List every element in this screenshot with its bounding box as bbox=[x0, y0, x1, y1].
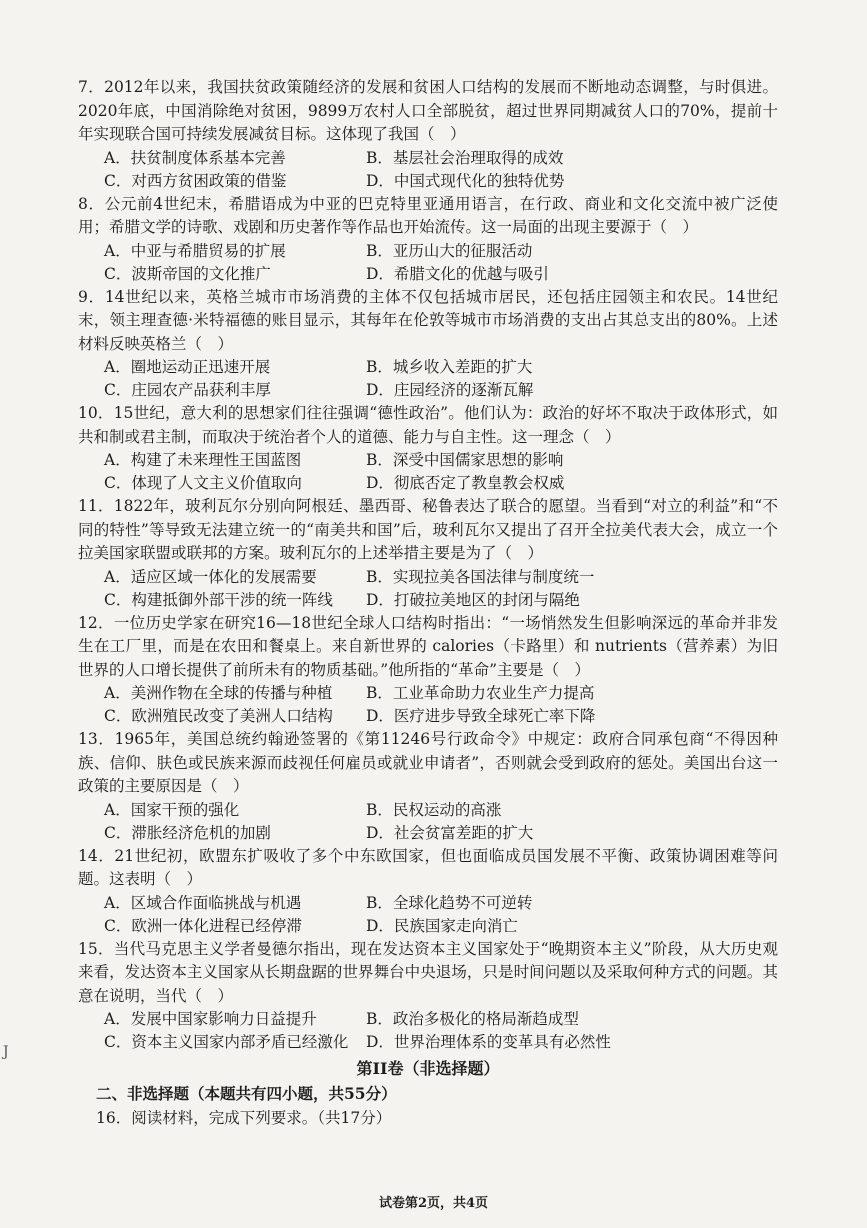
option-b: B．政治多极化的格局渐趋成型 bbox=[366, 1010, 579, 1028]
option-b: B．深受中国儒家思想的影响 bbox=[366, 451, 564, 469]
option-c: C．构建抵御外部干涉的统一阵线 bbox=[104, 590, 333, 609]
option-c: C．欧洲殖民改变了美洲人口结构 bbox=[104, 707, 333, 725]
option-a: A．适应区域一体化的发展需要 bbox=[104, 567, 317, 586]
option-a: A．发展中国家影响力日益提升 bbox=[104, 1010, 317, 1028]
margin-mark: J bbox=[3, 1044, 9, 1060]
option-a: A．美洲作物在全球的传播与种植 bbox=[104, 684, 333, 702]
question-stem: 15．当代马克思主义学者曼德尔指出，现在发达资本主义国家处于“晚期资本主义”阶段，从大历史观来看，发达资本主义国家从长期盘踞的世界舞台中央退场，只是时间问题以及采取何种方式的问题。其意在说明，当代（ ） bbox=[78, 939, 778, 1005]
option-d: D．民族国家走向消亡 bbox=[366, 916, 518, 935]
question-stem: 8．公元前4世纪末，希腊语成为中亚的巴克特里亚通用语言，在行政、商业和文化交流中被广泛使用；希腊文学的诗歌、戏剧和历史著作等作品也开始流传。这一局面的出现主要源于（ ） bbox=[78, 194, 778, 236]
option-list bbox=[78, 356, 778, 402]
option-c: C．欧洲一体化进程已经停滞 bbox=[104, 916, 302, 935]
option-b: B．民权运动的高涨 bbox=[366, 800, 502, 819]
option-b: B．亚历山大的征服活动 bbox=[366, 241, 533, 260]
option-c: C．资本主义国家内部矛盾已经激化 bbox=[104, 1033, 349, 1051]
option-c: C．对西方贫困政策的借鉴 bbox=[104, 171, 287, 190]
section-title: 第II卷（非选择题） bbox=[356, 1059, 500, 1078]
part-heading: 二、非选择题（本题共有四小题，共55分） bbox=[96, 1084, 397, 1103]
option-a: A．中亚与希腊贸易的扩展 bbox=[104, 241, 286, 260]
question-stem: 14．21世纪初，欧盟东扩吸收了多个中东欧国家，但也面临成员国发展不平衡、政策协调困难等问题。这表明（ ） bbox=[78, 846, 778, 888]
option-d: D．彻底否定了教皇教会权威 bbox=[366, 474, 565, 492]
option-list bbox=[78, 1008, 778, 1054]
option-b: B．城乡收入差距的扩大 bbox=[366, 358, 533, 376]
option-list bbox=[78, 566, 778, 612]
question-14 bbox=[78, 845, 778, 938]
question-stem: 13．1965年，美国总统约翰逊签署的《第11246号行政命令》中规定：政府合同承包商“不得因种族、信仰、肤色或民族来源而歧视任何雇员或就业申请者”，否则就会受到政府的惩处。美国出台这一政策的主要原因是（ ） bbox=[78, 730, 778, 795]
option-d: D．医疗进步导致全球死亡率下降 bbox=[366, 707, 596, 725]
page-footer: 试卷第2页，共4页 bbox=[378, 1196, 489, 1211]
option-b: B．工业革命助力农业生产力提高 bbox=[366, 684, 595, 702]
option-a: A．扶贫制度体系基本完善 bbox=[104, 148, 286, 167]
question-12 bbox=[78, 612, 778, 729]
option-d: D．社会贫富差距的扩大 bbox=[366, 823, 534, 842]
question-stem: 10．15世纪，意大利的思想家们往往强调“德性政治”。他们认为：政治的好坏不取决于政体形式，如共和制或君主制，而取决于统治者个人的道德、能力与自主性。这一理念（ ） bbox=[78, 404, 778, 446]
question-16: 16．阅读材料，完成下列要求。（共17分） bbox=[96, 1109, 392, 1127]
option-c: C．体现了人文主义价值取向 bbox=[104, 474, 302, 492]
option-c: C．滞胀经济危机的加剧 bbox=[104, 823, 271, 842]
option-list bbox=[78, 892, 778, 938]
option-b: B．基层社会治理取得的成效 bbox=[366, 148, 564, 167]
option-d: D．中国式现代化的独特优势 bbox=[366, 171, 565, 190]
option-d: D．打破拉美地区的封闭与隔绝 bbox=[366, 590, 580, 609]
option-list bbox=[78, 799, 778, 845]
question-stem: 12．一位历史学家在研究16—18世纪全球人口结构时指出：“一场悄然发生但影响深远的革命并非发生在工厂里，而是在农田和餐桌上。来自新世界的 calories（卡路里）和 nutrients（营养素）为旧世界的人口增长提供了前所未有的物质基础。”他所指的“革命”主要是（ ） bbox=[78, 613, 778, 679]
exam-page bbox=[78, 76, 778, 1130]
question-15 bbox=[78, 938, 778, 1055]
question-10 bbox=[78, 402, 778, 495]
question-stem: 7．2012年以来，我国扶贫政策随经济的发展和贫困人口结构的发展而不断地动态调整，与时俱进。2020年底，中国消除绝对贫困，9899万农村人口全部脱贫，超过世界同期减贫人口的70%，提前十年实现联合国可持续发展减贫目标。这体现了我国（ ） bbox=[78, 78, 778, 143]
question-8 bbox=[78, 193, 778, 286]
option-c: C．波斯帝国的文化推广 bbox=[104, 264, 271, 283]
question-7 bbox=[78, 76, 778, 193]
option-a: A．圈地运动正迅速开展 bbox=[104, 358, 271, 376]
option-list bbox=[78, 682, 778, 728]
option-a: A．构建了未来理性王国蓝图 bbox=[104, 451, 302, 469]
option-list bbox=[78, 147, 778, 193]
option-b: B．全球化趋势不可逆转 bbox=[366, 893, 533, 912]
question-13 bbox=[78, 728, 778, 845]
option-b: B．实现拉美各国法律与制度统一 bbox=[366, 567, 595, 586]
option-list bbox=[78, 449, 778, 495]
option-c: C．庄园农产品获利丰厚 bbox=[104, 381, 271, 399]
question-11 bbox=[78, 495, 778, 612]
question-stem: 9．14世纪以来，英格兰城市市场消费的主体不仅包括城市居民，还包括庄园领主和农民。14世纪末，领主理查德·米特福德的账目显示，其每年在伦敦等城市市场消费的支出占其总支出的80%。上述材料反映英格兰（ ） bbox=[78, 287, 778, 353]
question-stem: 11．1822年，玻利瓦尔分别向阿根廷、墨西哥、秘鲁表达了联合的愿望。当看到“对立的利益”和“不同的特性”等导致无法建立统一的“南美共和国”后，玻利瓦尔又提出了召开全拉美代表大会，成立一个拉美国家联盟或联邦的方案。玻利瓦尔的上述举措主要是为了（ ） bbox=[78, 497, 778, 562]
option-d: D．希腊文化的优越与吸引 bbox=[366, 264, 549, 283]
option-d: D．庄园经济的逐渐瓦解 bbox=[366, 381, 534, 399]
option-a: A．国家干预的强化 bbox=[104, 800, 240, 819]
option-list bbox=[78, 240, 778, 286]
option-a: A．区域合作面临挑战与机遇 bbox=[104, 893, 302, 912]
question-list bbox=[78, 76, 778, 1054]
option-d: D．世界治理体系的变革具有必然性 bbox=[366, 1033, 611, 1051]
question-9 bbox=[78, 286, 778, 403]
